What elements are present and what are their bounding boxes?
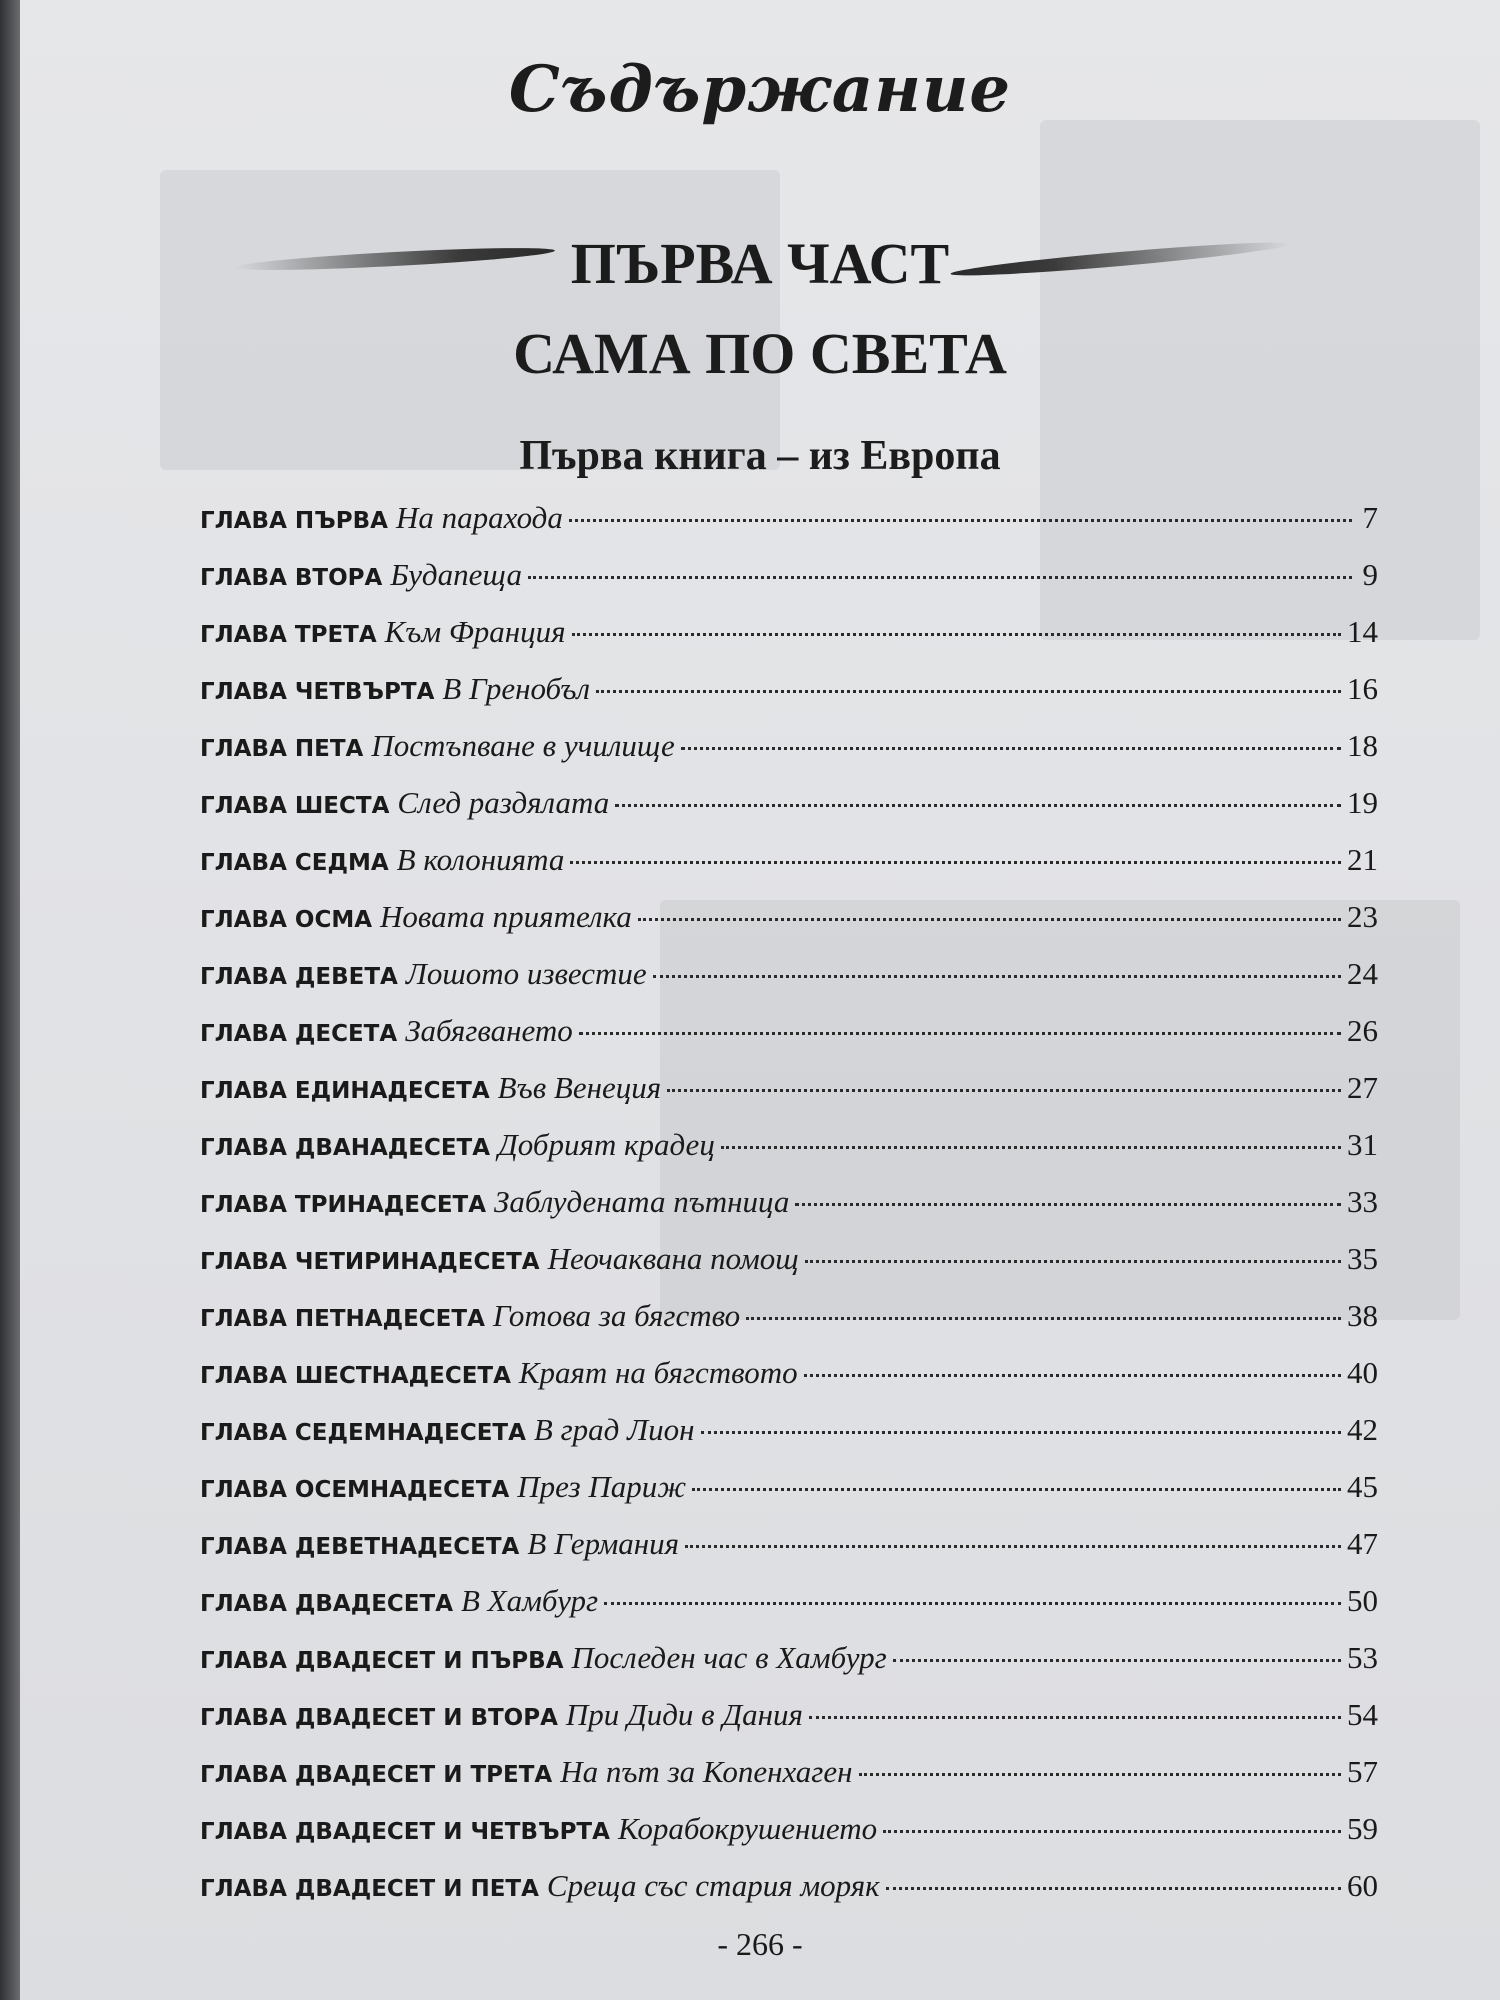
chapter-title: Готова за бягство [492, 1298, 741, 1333]
part-title: ПЪРВА ЧАСТ [570, 231, 950, 296]
chapter-label: ГЛАВА ПЕТА [200, 736, 364, 762]
dot-leader [685, 1545, 1341, 1548]
dot-leader [809, 1716, 1341, 1719]
toc-entry[interactable] [200, 500, 1378, 557]
toc-entry[interactable] [200, 1469, 1378, 1526]
dot-leader [570, 861, 1341, 864]
contents-title: Съдържание [508, 52, 1012, 127]
dot-leader [721, 1146, 1341, 1149]
chapter-title: Новата приятелка [380, 899, 632, 934]
chapter-label: ГЛАВА ОСМА [200, 907, 373, 933]
chapter-title: При Диди в Дания [565, 1697, 803, 1732]
toc-entry[interactable] [200, 1013, 1378, 1070]
chapter-title: В Германия [527, 1526, 680, 1561]
page-number: 19 [1347, 785, 1378, 820]
page-number: 18 [1347, 728, 1378, 763]
chapter-label: ГЛАВА ДЕВЕТНАДЕСЕТА [200, 1534, 520, 1560]
chapter-title: Постъпване в училище [371, 728, 675, 763]
toc-entry[interactable] [200, 899, 1378, 956]
part-subtitle: САМА ПО СВЕТА [513, 321, 1007, 386]
chapter-title: През Париж [517, 1469, 687, 1504]
toc-entry[interactable] [200, 1412, 1378, 1469]
toc-entry[interactable] [200, 671, 1378, 728]
chapter-title: В Гренобъл [442, 671, 590, 706]
page-number: 50 [1347, 1583, 1378, 1618]
dot-leader [804, 1374, 1341, 1377]
toc-entry[interactable] [200, 1241, 1378, 1298]
toc-entry[interactable] [200, 1868, 1378, 1925]
page-number: 26 [1347, 1013, 1378, 1048]
toc-entry[interactable] [200, 842, 1378, 899]
page-number: 53 [1347, 1640, 1378, 1675]
dot-leader [701, 1431, 1342, 1434]
dot-leader [572, 633, 1341, 636]
dot-leader [893, 1659, 1341, 1662]
chapter-title: На парахода [395, 500, 563, 535]
chapter-title: След раздялата [397, 785, 610, 820]
dot-leader [859, 1773, 1341, 1776]
table-of-contents [200, 500, 1378, 1925]
dot-leader [604, 1602, 1341, 1605]
chapter-label: ГЛАВА ЕДИНАДЕСЕТА [200, 1078, 490, 1104]
chapter-label: ГЛАВА ШЕСТНАДЕСЕТА [200, 1363, 511, 1389]
chapter-title: Неочаквана помощ [547, 1241, 799, 1276]
toc-entry[interactable] [200, 1184, 1378, 1241]
chapter-title: Забягването [405, 1013, 573, 1048]
dot-leader [579, 1032, 1341, 1035]
dot-leader [886, 1887, 1341, 1890]
page-number: 14 [1347, 614, 1378, 649]
book-spine [0, 0, 20, 2000]
page-number: 42 [1347, 1412, 1378, 1447]
chapter-title: Краят на бягството [518, 1355, 798, 1390]
chapter-label: ГЛАВА ШЕСТА [200, 793, 390, 819]
toc-entry[interactable] [200, 1811, 1378, 1868]
chapter-title: Към Франция [384, 614, 566, 649]
page-number: 40 [1347, 1355, 1378, 1390]
toc-entry[interactable] [200, 785, 1378, 842]
chapter-label: ГЛАВА ДВАДЕСЕТ И ПЕТА [200, 1876, 539, 1902]
chapter-title: В град Лион [533, 1412, 695, 1447]
toc-entry[interactable] [200, 956, 1378, 1013]
toc-entry[interactable] [200, 1355, 1378, 1412]
page-number: 35 [1347, 1241, 1378, 1276]
chapter-title: В колонията [396, 842, 565, 877]
page-number: 23 [1347, 899, 1378, 934]
page-number: 38 [1347, 1298, 1378, 1333]
page-number: 9 [1362, 557, 1378, 592]
page-number: 27 [1347, 1070, 1378, 1105]
page-number: 57 [1347, 1754, 1378, 1789]
toc-entry[interactable] [200, 1127, 1378, 1184]
toc-entry[interactable] [200, 1526, 1378, 1583]
page-number: 33 [1347, 1184, 1378, 1219]
toc-entry[interactable] [200, 1754, 1378, 1811]
page-number: 31 [1347, 1127, 1378, 1162]
page-number: 60 [1347, 1868, 1378, 1903]
page-number: 24 [1347, 956, 1378, 991]
book-page [20, 0, 1500, 2000]
page-footer-number: - 266 - [717, 1926, 803, 1962]
page-number: 47 [1347, 1526, 1378, 1561]
toc-entry[interactable] [200, 1697, 1378, 1754]
chapter-label: ГЛАВА ЧЕТВЪРТА [200, 679, 435, 705]
chapter-label: ГЛАВА ДЕВЕТА [200, 964, 398, 990]
toc-entry[interactable] [200, 1640, 1378, 1697]
dot-leader [638, 918, 1341, 921]
chapter-label: ГЛАВА ДВАДЕСЕТ И ВТОРА [200, 1705, 558, 1731]
toc-entry[interactable] [200, 557, 1378, 614]
page-number: 7 [1362, 500, 1378, 535]
dot-leader [883, 1830, 1341, 1833]
chapter-title: Във Венеция [497, 1070, 662, 1105]
toc-entry[interactable] [200, 1070, 1378, 1127]
chapter-label: ГЛАВА СЕДЕМНАДЕСЕТА [200, 1420, 526, 1446]
chapter-label: ГЛАВА ДВАДЕСЕТ И ЧЕТВЪРТА [200, 1819, 610, 1845]
dot-leader [653, 975, 1341, 978]
chapter-label: ГЛАВА ЧЕТИРИНАДЕСЕТА [200, 1249, 540, 1275]
chapter-title: Заблудената пътница [494, 1184, 790, 1219]
chapter-label: ГЛАВА ДВАДЕСЕТ И ТРЕТА [200, 1762, 553, 1788]
chapter-label: ГЛАВА ТРИНАДЕСЕТА [200, 1192, 487, 1218]
toc-entry[interactable] [200, 728, 1378, 785]
chapter-title: Корабокрушението [617, 1811, 878, 1846]
dot-leader [692, 1488, 1341, 1491]
chapter-title: Будапеща [390, 557, 523, 592]
chapter-title: Среща със стария моряк [546, 1868, 880, 1903]
dot-leader [528, 576, 1352, 579]
chapter-label: ГЛАВА ТРЕТА [200, 622, 377, 648]
toc-entry[interactable] [200, 1298, 1378, 1355]
page-number: 16 [1347, 671, 1378, 706]
chapter-label: ГЛАВА ПЪРВА [200, 508, 388, 534]
dot-leader [615, 804, 1341, 807]
dot-leader [667, 1089, 1341, 1092]
chapter-label: ГЛАВА ДВАДЕСЕТ И ПЪРВА [200, 1648, 564, 1674]
chapter-label: ГЛАВА ДЕСЕТА [200, 1021, 398, 1047]
dot-leader [795, 1203, 1341, 1206]
chapter-label: ГЛАВА ОСЕМНАДЕСЕТА [200, 1477, 510, 1503]
dot-leader [681, 747, 1341, 750]
toc-entry[interactable] [200, 1583, 1378, 1640]
page-number: 21 [1347, 842, 1378, 877]
dot-leader [746, 1317, 1341, 1320]
page-number: 45 [1347, 1469, 1378, 1504]
page-number: 54 [1347, 1697, 1378, 1732]
chapter-label: ГЛАВА ПЕТНАДЕСЕТА [200, 1306, 485, 1332]
chapter-title: Добрият крадец [498, 1127, 715, 1162]
chapter-title: Последен час в Хамбург [571, 1640, 887, 1675]
chapter-title: В Хамбург [461, 1583, 599, 1618]
page-number: 59 [1347, 1811, 1378, 1846]
chapter-label: ГЛАВА СЕДМА [200, 850, 389, 876]
toc-entry[interactable] [200, 614, 1378, 671]
book-title: Първа книга – из Европа [519, 433, 1001, 479]
chapter-label: ГЛАВА ДВАДЕСЕТА [200, 1591, 453, 1617]
dot-leader [596, 690, 1341, 693]
chapter-label: ГЛАВА ВТОРА [200, 565, 383, 591]
dot-leader [569, 519, 1352, 522]
chapter-title: На път за Копенхаген [560, 1754, 853, 1789]
chapter-title: Лошото известие [405, 956, 647, 991]
chapter-label: ГЛАВА ДВАНАДЕСЕТА [200, 1135, 491, 1161]
dot-leader [805, 1260, 1341, 1263]
